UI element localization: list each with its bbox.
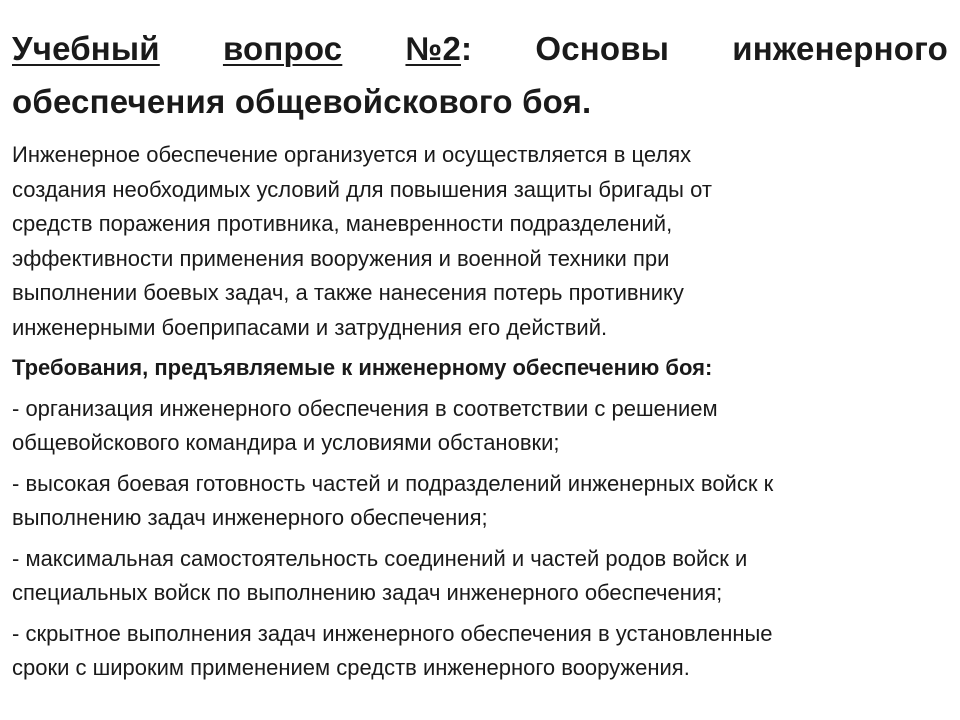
requirement-item	[12, 542, 948, 611]
text-line: выполнению задач инженерного обеспечения;	[12, 505, 488, 530]
title-line-2: обеспечения общевойскового боя.	[12, 83, 592, 120]
text-line: - максимальная самостоятельность соединений и частей родов войск и	[12, 545, 748, 571]
text-line: - скрытное выполнения задач инженерного обеспечения в установленные	[12, 620, 773, 646]
text-line: - организация инженерного обеспечения в соответствии с решением	[12, 395, 718, 421]
text-line: выполнении боевых задач, а также нанесения потерь противнику	[12, 280, 684, 305]
requirements-heading	[12, 351, 948, 386]
text-line: Требования, предъявляемые к инженерному обеспечению боя:	[12, 355, 713, 380]
requirement-item	[12, 617, 948, 686]
title-word: Основы	[535, 30, 670, 67]
text-line: специальных войск по выполнению задач инженерного обеспечения;	[12, 580, 723, 605]
slide-body	[12, 138, 948, 692]
title-word	[405, 22, 472, 75]
text-line: - высокая боевая готовность частей и подразделений инженерных войск к	[12, 470, 774, 496]
slide-title	[12, 22, 948, 128]
title-line-1	[12, 22, 948, 75]
text-line: сроки с широким применением средств инженерного вооружения.	[12, 655, 690, 680]
text-line: общевойскового командира и условиями обстановки;	[12, 430, 560, 455]
requirement-item	[12, 467, 948, 536]
title-colon: :	[461, 30, 473, 67]
title-word: инженерного	[732, 30, 948, 67]
text-line: Инженерное обеспечение организуется и осуществляется в целях	[12, 142, 692, 167]
title-number: №2	[405, 30, 461, 67]
text-line: инженерными боеприпасами и затруднения его действий.	[12, 314, 608, 340]
title-word: вопрос	[222, 30, 343, 67]
title-word: Учебный	[12, 30, 160, 67]
text-line: средств поражения противника, маневренности подразделений,	[12, 211, 673, 236]
text-line: создания необходимых условий для повышения защиты бригады от	[12, 176, 712, 202]
requirement-item	[12, 392, 948, 461]
intro-paragraph	[12, 138, 948, 345]
text-line: эффективности применения вооружения и военной техники при	[12, 245, 670, 271]
